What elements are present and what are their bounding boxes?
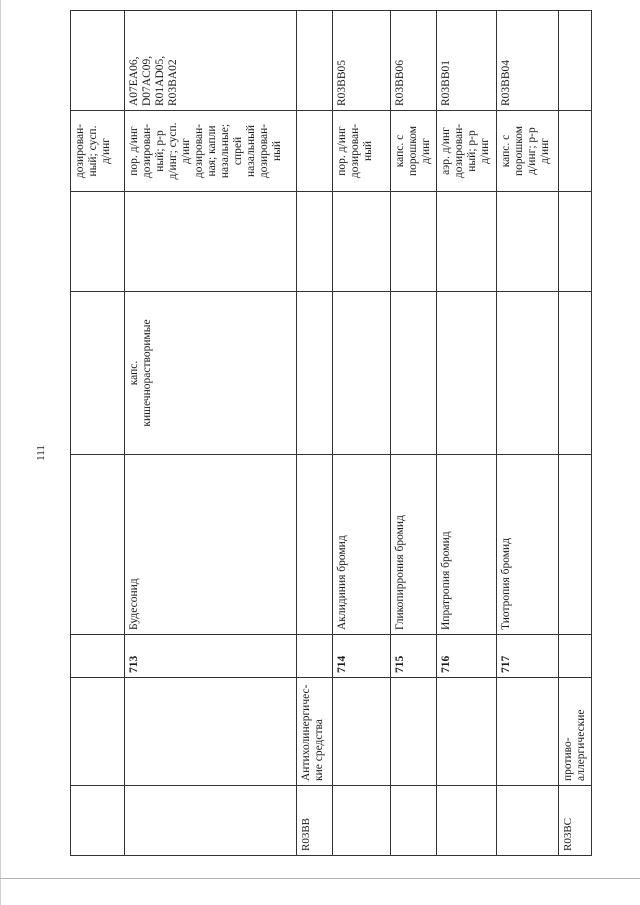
- atc-code-cell: R03BB: [297, 786, 333, 856]
- atc-code-cell: R03BC: [559, 786, 592, 856]
- drug-name-cell: [559, 455, 592, 635]
- row-number-cell: 714: [333, 635, 391, 678]
- table-row: [391, 11, 437, 856]
- atc-codes-cell: R03BB04: [497, 11, 559, 111]
- empty-cell: [297, 192, 333, 292]
- dosage-form-cell: дозирован- ный; сусп. д/инг: [71, 111, 125, 192]
- dosage-form-extra-cell: [437, 292, 497, 455]
- drug-name-cell: Тиотропия бромид: [497, 455, 559, 635]
- group-name-cell: [497, 678, 559, 786]
- drug-name-cell: [71, 455, 125, 635]
- drug-table: [70, 10, 592, 856]
- row-number-cell: 717: [497, 635, 559, 678]
- empty-cell: [333, 192, 391, 292]
- group-name-cell: [391, 678, 437, 786]
- atc-codes-cell: [297, 11, 333, 111]
- atc-code-cell: [391, 786, 437, 856]
- drug-name-cell: Будесонид: [125, 455, 297, 635]
- table-row: [497, 11, 559, 856]
- table-row: [297, 11, 333, 856]
- empty-cell: [559, 192, 592, 292]
- atc-code-cell: [333, 786, 391, 856]
- table-row: [333, 11, 391, 856]
- row-number-cell: 716: [437, 635, 497, 678]
- row-number-cell: 713: [125, 635, 297, 678]
- dosage-form-cell: пор. д/инг дозирован- ный; р-р д/инг; сусп. д/инг дозирован- ная; капли назальные; спрей назальный дозирован- ный: [125, 111, 297, 192]
- atc-code-cell: [71, 786, 125, 856]
- atc-codes-cell: R03BB05: [333, 11, 391, 111]
- group-name-cell: [333, 678, 391, 786]
- dosage-form-extra-cell: [559, 292, 592, 455]
- table-row: [559, 11, 592, 856]
- dosage-form-cell: [559, 111, 592, 192]
- page-bottom-rule: [0, 878, 640, 879]
- drug-name-cell: [297, 455, 333, 635]
- row-number-cell: [297, 635, 333, 678]
- empty-cell: [125, 192, 297, 292]
- page-number: 111: [35, 445, 47, 461]
- empty-cell: [71, 192, 125, 292]
- atc-code-cell: [497, 786, 559, 856]
- dosage-form-extra-cell: [297, 292, 333, 455]
- drug-name-cell: Ипратропия бромид: [437, 455, 497, 635]
- dosage-form-cell: капс. с порошком д/инг: [391, 111, 437, 192]
- atc-codes-cell: [71, 11, 125, 111]
- row-number-cell: 715: [391, 635, 437, 678]
- dosage-form-extra-cell: [333, 292, 391, 455]
- group-name-cell: [125, 678, 297, 786]
- rotated-table-container: [70, 11, 587, 856]
- row-number-cell: [559, 635, 592, 678]
- dosage-form-cell: аэр. д/инг дозирован- ный; р-р д/инг: [437, 111, 497, 192]
- row-number-cell: [71, 635, 125, 678]
- atc-codes-cell: [559, 11, 592, 111]
- atc-codes-cell: R03BB06: [391, 11, 437, 111]
- group-name-cell: [71, 678, 125, 786]
- drug-name-cell: Аклидиния бромид: [333, 455, 391, 635]
- atc-codes-cell: R03BB01: [437, 11, 497, 111]
- atc-codes-cell: A07EA06, D07AC09, R01AD05, R03BA02: [125, 11, 297, 111]
- empty-cell: [437, 192, 497, 292]
- empty-cell: [497, 192, 559, 292]
- scan-edge: [0, 0, 1, 905]
- table-row: [125, 11, 297, 856]
- group-name-cell: Антихолинергичес- кие средства: [297, 678, 333, 786]
- table-row: [71, 11, 125, 856]
- table-row: [437, 11, 497, 856]
- drug-name-cell: Гликопиррония бромид: [391, 455, 437, 635]
- dosage-form-cell: пор. д/инг дозирован- ный: [333, 111, 391, 192]
- group-name-cell: [437, 678, 497, 786]
- atc-code-cell: [437, 786, 497, 856]
- group-name-cell: противо- аллергические: [559, 678, 592, 786]
- dosage-form-cell: [297, 111, 333, 192]
- dosage-form-extra-cell: [71, 292, 125, 455]
- empty-cell: [391, 192, 437, 292]
- dosage-form-extra-cell: [497, 292, 559, 455]
- atc-code-cell: [125, 786, 297, 856]
- dosage-form-extra-cell: [391, 292, 437, 455]
- dosage-form-cell: капс. с порошком д/инг; р-р д/инг: [497, 111, 559, 192]
- dosage-form-extra-cell: капс. кишечнорастворимые: [125, 292, 297, 455]
